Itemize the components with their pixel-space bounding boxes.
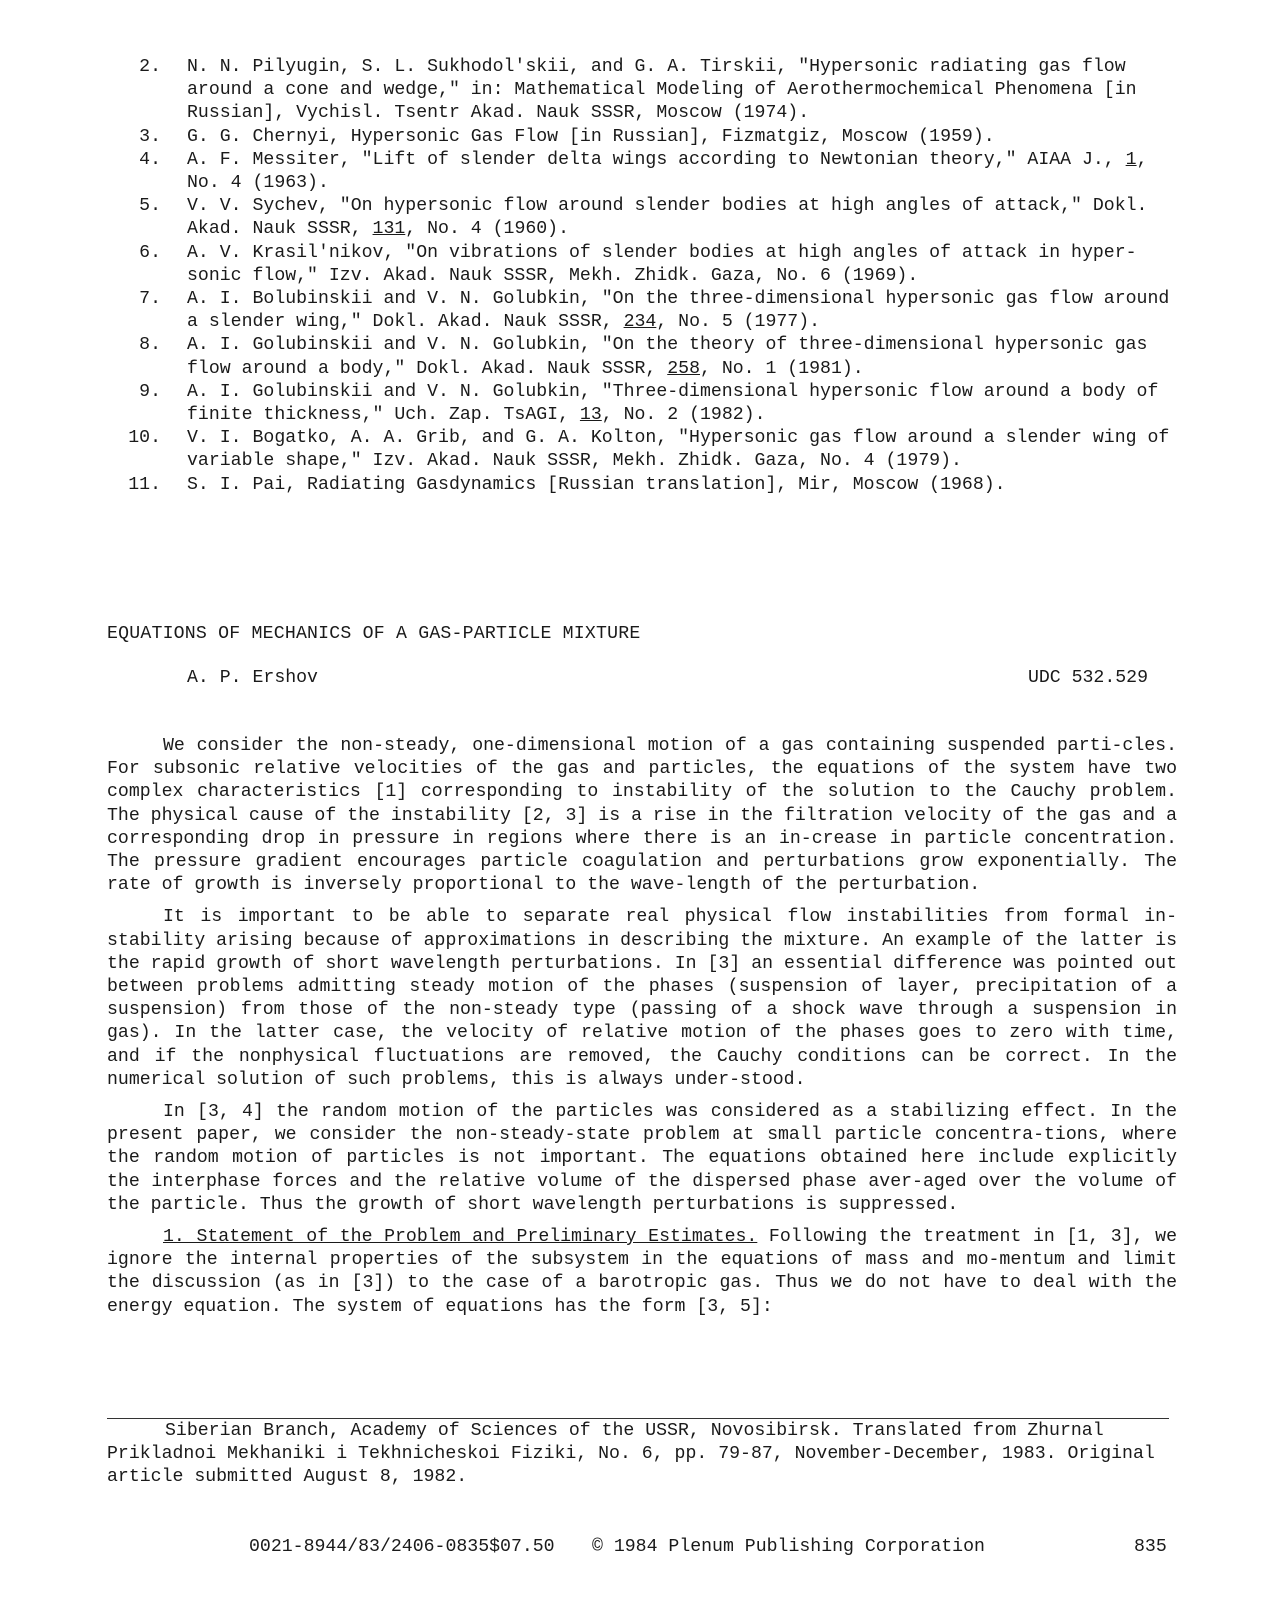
- reference-fragment: , No. 1 (1981).: [699, 358, 864, 379]
- reference-number: 9.: [139, 381, 161, 402]
- reference-text: [161, 149, 1170, 195]
- reference-fragment: S. I. Pai, Radiating Gasdynamics [Russian translation], Mir, Moscow (1968).: [187, 474, 1006, 495]
- reference-item: [110, 195, 1170, 241]
- reference-text: [161, 381, 1170, 427]
- page-number: 835: [1134, 1537, 1167, 1557]
- reference-item: [110, 474, 1170, 497]
- volume-number: 1: [1125, 149, 1137, 170]
- reference-fragment: A. I. Golubinskii and V. N. Golubkin, "Three-dimensional hypersonic flow around a body of finite thickness," Uch. Zap. TsAGI,: [187, 381, 1159, 426]
- reference-item: [110, 242, 1170, 288]
- reference-item: [110, 381, 1170, 427]
- article-code: 0021-8944/83/2406-0835$07.50: [249, 1537, 555, 1557]
- reference-fragment: , No. 5 (1977).: [656, 312, 821, 333]
- reference-item: [110, 126, 1170, 149]
- reference-fragment: , No. 4 (1963).: [187, 149, 1148, 194]
- reference-text: [161, 56, 1170, 126]
- reference-number: 6.: [139, 242, 161, 263]
- reference-fragment: A. I. Golubinskii and V. N. Golubkin, "On the theory of three-dimensional hypersonic gas flow around a body," Dokl. Akad. Nauk SSSR,: [187, 335, 1148, 379]
- reference-number: 10.: [128, 428, 161, 449]
- reference-number: 8.: [139, 335, 161, 356]
- footnote-text: Siberian Branch, Academy of Sciences of the USSR, Novosibirsk. Translated from Zhurnal Prikladnoi Mekhaniki i Tekhnicheskoi Fiziki, No. 6, pp. 79-87, November-December, 1983. Original article submitted August 8, 1982.: [107, 1421, 1155, 1488]
- reference-item: [110, 427, 1170, 473]
- paragraph: In [3, 4] the random motion of the particles was considered as a stabilizing effect. In the present paper, we consider the non-steady-state problem at small particle concentra-tions, where the random motion of particles is not important. The equations obtained here include explicitly the interphase forces and the relative volume of the dispersed phase aver-aged over the volume of the particle. Thus the growth of short wavelength perturbations is suppressed.: [107, 1102, 1177, 1215]
- reference-fragment: N. N. Pilyugin, S. L. Sukhodol'skii, and G. A. Tirskii, "Hypersonic radiating gas flow around a cone and wedge," in: Mathematical Modeling of Aerothermochemical Phenomena [in Russian], Vychisl. Tsentr Akad. Nauk SSSR, Moscow (1974).: [187, 57, 1137, 124]
- reference-list: [110, 56, 1170, 497]
- footnote-rule: [107, 1418, 1169, 1419]
- paragraph: It is important to be able to separate real physical flow instabilities from formal in-stability arising because of approximations in describing the mixture. An example of the latter is the rapid growth of short wavelength perturbations. In [3] an essential difference was pointed out between problems admitting steady motion of the phases (suspension of layer, precipitation of a suspension) from those of the non-steady type (passing of a shock wave through a suspension in gas). In the latter case, the velocity of relative motion of the phases goes to zero with time, and if the nonphysical fluctuations are removed, the Cauchy conditions can be correct. In the numerical solution of such problems, this is always under-stood.: [107, 907, 1177, 1090]
- reference-fragment: A. V. Krasil'nikov, "On vibrations of slender bodies at high angles of attack in hyper-sonic flow," Izv. Akad. Nauk SSSR, Mekh. Zhidk. Gaza, No. 6 (1969).: [187, 242, 1137, 286]
- reference-fragment: V. V. Sychev, "On hypersonic flow around slender bodies at high angles of attack," Dokl. Akad. Nauk SSSR,: [187, 196, 1148, 240]
- volume-number: 234: [623, 312, 657, 333]
- reference-number: 7.: [139, 289, 161, 310]
- reference-text: [161, 427, 1170, 473]
- reference-fragment: A. F. Messiter, "Lift of slender delta wings according to Newtonian theory," AIAA J.,: [187, 149, 1126, 170]
- udc-code: UDC 532.529: [1027, 668, 1148, 688]
- reference-item: [110, 56, 1170, 126]
- copyright-notice: © 1984 Plenum Publishing Corporation: [592, 1537, 985, 1557]
- volume-number: 131: [372, 219, 406, 240]
- paragraph: We consider the non-steady, one-dimensional motion of a gas containing suspended parti-cles. For subsonic relative velocities of the gas and particles, the equations of the system have two complex characteristics [1] corresponding to instability of the solution to the Cauchy problem. The physical cause of the instability [2, 3] is a rise in the filtration velocity of the gas and a corresponding drop in pressure in regions where there is an in-crease in particle concentration. The pressure gradient encourages particle coagulation and perturbations grow exponentially. The rate of growth is inversely proportional to the wave-length of the perturbation.: [107, 736, 1177, 896]
- reference-number: 5.: [139, 196, 161, 217]
- reference-fragment: G. G. Chernyi, Hypersonic Gas Flow [in Russian], Fizmatgiz, Moscow (1959).: [187, 126, 995, 147]
- reference-text: [161, 288, 1170, 334]
- article-title: EQUATIONS OF MECHANICS OF A GAS-PARTICLE MIXTURE: [107, 624, 641, 644]
- reference-fragment: , No. 2 (1982).: [601, 405, 766, 426]
- reference-text: [161, 126, 1170, 149]
- reference-number: 4.: [139, 149, 161, 170]
- section-paragraph: [107, 1226, 1177, 1319]
- reference-item: [110, 334, 1170, 380]
- footnote: [107, 1420, 1177, 1490]
- reference-fragment: V. I. Bogatko, A. A. Grib, and G. A. Kolton, "Hypersonic gas flow around a slender wing of variable shape," Izv. Akad. Nauk SSSR, Mekh. Zhidk. Gaza, No. 4 (1979).: [187, 428, 1170, 472]
- reference-item: [110, 288, 1170, 334]
- reference-text: [161, 242, 1170, 288]
- reference-fragment: A. I. Bolubinskii and V. N. Golubkin, "On the three-dimensional hypersonic gas flow around a slender wing," Dokl. Akad. Nauk SSSR,: [187, 289, 1170, 333]
- reference-number: 11.: [128, 474, 161, 495]
- author-name: A. P. Ershov: [187, 668, 318, 688]
- volume-number: 13: [579, 405, 602, 426]
- volume-number: 258: [667, 358, 700, 379]
- reference-text: [161, 474, 1170, 497]
- reference-fragment: , No. 4 (1960).: [405, 219, 570, 240]
- section-text: Following the treatment in [1, 3], we ignore the internal properties of the subsystem in the equations of mass and mo-mentum and limit the discussion (as in [3]) to the case of a barotropic gas. Thus we do not have to deal with the energy equation. The system of equations has the form [3, 5]:: [107, 1227, 1177, 1317]
- section-heading: 1. Statement of the Problem and Preliminary Estimates.: [163, 1227, 758, 1248]
- article-body: [107, 735, 1177, 1328]
- reference-text: [161, 334, 1170, 380]
- reference-number: 3.: [139, 126, 161, 147]
- reference-item: [110, 149, 1170, 195]
- reference-number: 2.: [139, 57, 161, 77]
- reference-text: [161, 195, 1170, 241]
